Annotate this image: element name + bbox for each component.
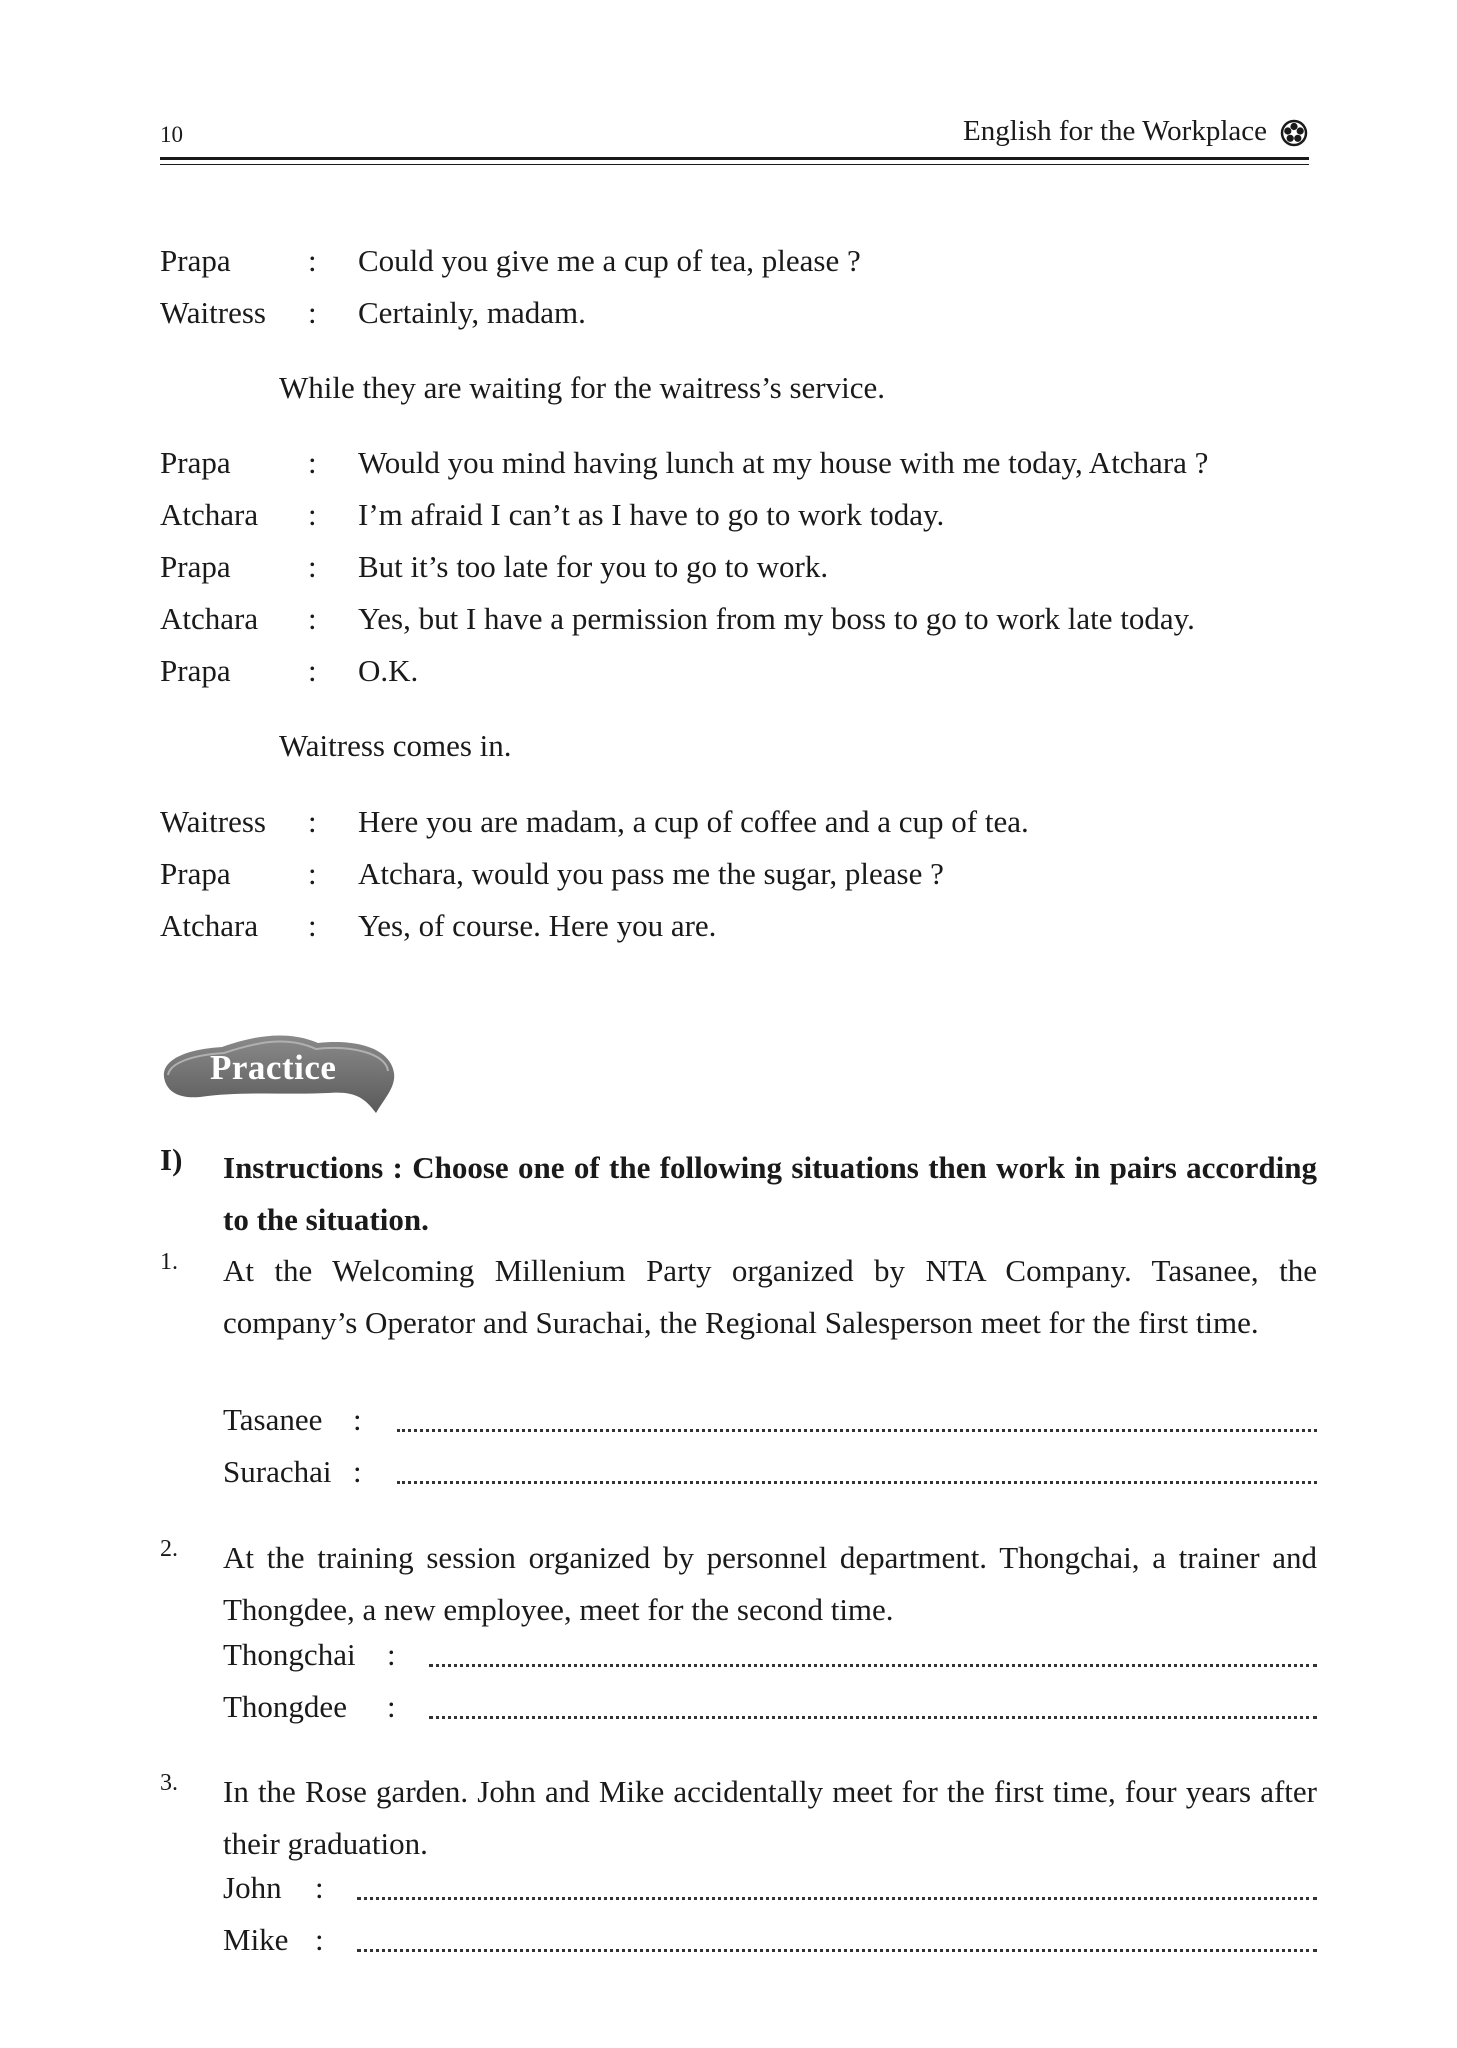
colon: : (308, 243, 317, 278)
answer-blank[interactable] (429, 1716, 1317, 1719)
dialogue-text: I’m afraid I can’t as I have to go to work today. (358, 497, 945, 532)
speaker-name: Atchara (160, 497, 259, 532)
colon: : (353, 1454, 362, 1489)
colon: : (353, 1402, 362, 1437)
colon: : (308, 295, 317, 330)
speaker-name: Prapa (160, 243, 231, 278)
instruction-number: I) (160, 1142, 183, 1177)
colon: : (387, 1689, 396, 1724)
answer-line (223, 1454, 1317, 1498)
answer-line (223, 1689, 1317, 1733)
header-rule-thick (160, 157, 1309, 160)
dialogue-text: Atchara, would you pass me the sugar, please ? (358, 856, 944, 891)
dialogue-text: Yes, of course. Here you are. (358, 908, 717, 943)
answer-line (223, 1922, 1317, 1966)
item-text: At the Welcoming Millenium Party organized by NTA Company. Tasanee, the company’s Operator and Surachai, the Regional Salesperson meet for the first time. (223, 1253, 1317, 1340)
practice-heading: Practice (210, 1048, 337, 1087)
speaker-name: Atchara (160, 601, 259, 636)
answer-line (223, 1402, 1317, 1446)
colon: : (308, 497, 317, 532)
colon: : (315, 1870, 324, 1905)
colon: : (308, 856, 317, 891)
dialogue-text: Here you are madam, a cup of coffee and a cup of tea. (358, 804, 1029, 839)
colon: : (308, 653, 317, 688)
book-title: English for the Workplace (963, 115, 1267, 147)
dialogue-text: O.K. (358, 653, 419, 688)
instruction-text: Instructions : Choose one of the following situations then work in pairs according to the situation. (223, 1150, 1317, 1237)
speaker-name: Prapa (160, 856, 231, 891)
speaker-name: Atchara (160, 908, 259, 943)
speaker-name: Prapa (160, 445, 231, 480)
answer-blank[interactable] (397, 1481, 1317, 1484)
answer-line (223, 1637, 1317, 1681)
item-number: 3. (160, 1770, 178, 1796)
colon: : (308, 445, 317, 480)
answer-speaker: Thongchai (223, 1637, 356, 1672)
answer-speaker: John (223, 1870, 282, 1905)
speaker-name: Waitress (160, 295, 266, 330)
item-text: At the training session organized by personnel department. Thongchai, a trainer and Thongdee, a new employee, meet for the second time. (223, 1540, 1317, 1627)
colon: : (315, 1922, 324, 1957)
answer-blank[interactable] (357, 1949, 1317, 1952)
colon: : (308, 804, 317, 839)
colon: : (308, 601, 317, 636)
answer-blank[interactable] (357, 1897, 1317, 1900)
dialogue-text: Could you give me a cup of tea, please ? (358, 243, 861, 278)
answer-speaker: Tasanee (223, 1402, 323, 1437)
dialogue-text: Certainly, madam. (358, 295, 586, 330)
colon: : (308, 549, 317, 584)
speaker-name: Prapa (160, 549, 231, 584)
dialogue-text: But it’s too late for you to go to work. (358, 549, 829, 584)
answer-speaker: Mike (223, 1922, 289, 1957)
item-number: 2. (160, 1536, 178, 1562)
item-number: 1. (160, 1249, 178, 1275)
speaker-name: Waitress (160, 804, 266, 839)
flower-icon (1279, 118, 1309, 148)
answer-blank[interactable] (397, 1429, 1317, 1432)
page-number: 10 (160, 122, 183, 147)
answer-speaker: Thongdee (223, 1689, 347, 1724)
dialogue-text: Would you mind having lunch at my house with me today, Atchara ? (358, 445, 1209, 480)
answer-blank[interactable] (429, 1664, 1317, 1667)
stage-direction: While they are waiting for the waitress’s service. (279, 370, 885, 405)
stage-direction: Waitress comes in. (279, 728, 512, 763)
answer-speaker: Surachai (223, 1454, 332, 1489)
colon: : (387, 1637, 396, 1672)
header-rule-thin (160, 164, 1309, 165)
answer-line (223, 1870, 1317, 1914)
speaker-name: Prapa (160, 653, 231, 688)
item-text: In the Rose garden. John and Mike accidentally meet for the first time, four years after their graduation. (223, 1774, 1317, 1861)
dialogue-text: Yes, but I have a permission from my boss to go to work late today. (358, 601, 1195, 636)
colon: : (308, 908, 317, 943)
